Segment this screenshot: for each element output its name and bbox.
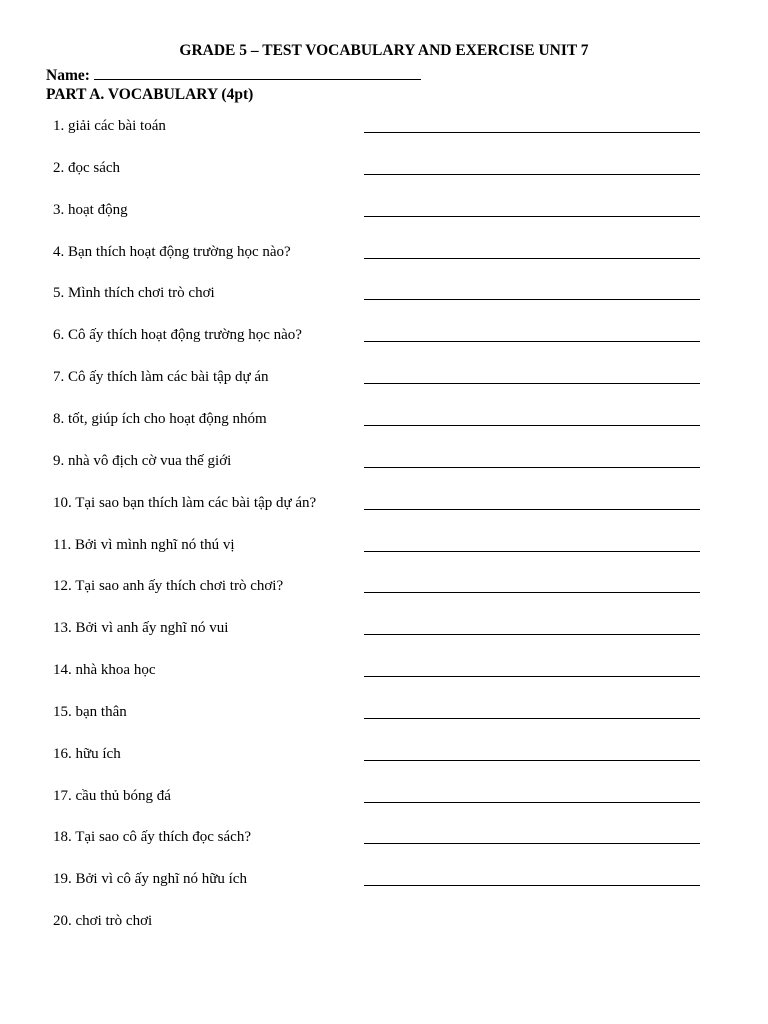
- answer-line[interactable]: [364, 718, 700, 719]
- worksheet-title: GRADE 5 – TEST VOCABULARY AND EXERCISE UNIT 7: [179, 42, 589, 59]
- item-number: 20.: [53, 913, 72, 930]
- vocab-item: [53, 411, 713, 433]
- item-number: 3.: [53, 201, 65, 218]
- item-text: giải các bài toán: [64, 118, 166, 134]
- item-text: Tại sao bạn thích làm các bài tập dự án?: [71, 494, 317, 511]
- answer-line[interactable]: [364, 425, 700, 426]
- vocab-item: [53, 704, 713, 726]
- vocab-item: [53, 327, 713, 349]
- vocab-item: [53, 285, 713, 307]
- item-number: 7.: [53, 369, 65, 386]
- item-number: 17.: [53, 787, 72, 804]
- item-text: Bởi vì mình nghĩ nó thú vị: [71, 536, 235, 553]
- answer-line[interactable]: [364, 676, 700, 677]
- item-number: 9.: [53, 452, 65, 469]
- item-number: 1.: [53, 118, 65, 134]
- item-number: 5.: [53, 285, 65, 302]
- answer-line[interactable]: [364, 802, 700, 803]
- vocab-item: [53, 453, 713, 475]
- vocab-item: [53, 788, 713, 810]
- item-text: Cô ấy thích hoạt động trường học nào?: [64, 327, 302, 344]
- answer-line[interactable]: [364, 634, 700, 635]
- item-text: đọc sách: [64, 159, 121, 176]
- answer-line[interactable]: [364, 383, 700, 384]
- vocab-item: [53, 369, 713, 391]
- item-number: 18.: [53, 829, 72, 846]
- item-number: 10.: [53, 494, 72, 511]
- item-number: 16.: [53, 745, 72, 762]
- item-text: hữu ích: [71, 745, 121, 762]
- vocab-item: [53, 913, 713, 935]
- vocab-item: [53, 495, 713, 517]
- item-text: cầu thủ bóng đá: [71, 787, 171, 804]
- item-number: 11.: [53, 536, 72, 553]
- name-label: Name:: [46, 67, 90, 84]
- item-text: bạn thân: [71, 703, 127, 720]
- item-number: 19.: [53, 871, 72, 888]
- item-number: 4.: [53, 243, 65, 260]
- vocab-item: [53, 202, 713, 224]
- answer-line[interactable]: [364, 592, 700, 593]
- item-number: 14.: [53, 662, 72, 679]
- item-text: hoạt động: [64, 201, 128, 218]
- vocab-item: [53, 829, 713, 851]
- item-text: nhà khoa học: [71, 662, 156, 679]
- item-text: Cô ấy thích làm các bài tập dự án: [64, 369, 269, 386]
- item-text: Tại sao cô ấy thích đọc sách?: [71, 829, 251, 846]
- answer-line[interactable]: [364, 509, 700, 510]
- vocab-item: [53, 620, 713, 642]
- item-text: chơi trò chơi: [71, 913, 153, 930]
- answer-line[interactable]: [364, 843, 700, 844]
- answer-line[interactable]: [364, 341, 700, 342]
- item-text: Bạn thích hoạt động trường học nào?: [64, 243, 291, 260]
- answer-line[interactable]: [364, 216, 700, 217]
- answer-line[interactable]: [364, 551, 700, 552]
- vocab-item: [53, 871, 713, 893]
- answer-line[interactable]: [364, 132, 700, 133]
- vocab-item: [53, 746, 713, 768]
- answer-line[interactable]: [364, 885, 700, 886]
- vocab-item: [53, 244, 713, 266]
- item-number: 15.: [53, 703, 72, 720]
- item-text: Bởi vì anh ấy nghĩ nó vui: [71, 620, 229, 637]
- item-text: Mình thích chơi trò chơi: [64, 285, 215, 302]
- item-text: Tại sao anh ấy thích chơi trò chơi?: [71, 578, 284, 595]
- answer-line[interactable]: [364, 760, 700, 761]
- item-number: 8.: [53, 410, 65, 427]
- vocab-item: [53, 537, 713, 559]
- item-text: Bởi vì cô ấy nghĩ nó hữu ích: [71, 871, 247, 888]
- item-text: nhà vô địch cờ vua thế giới: [64, 452, 232, 469]
- answer-line[interactable]: [364, 299, 700, 300]
- item-text: tốt, giúp ích cho hoạt động nhóm: [64, 410, 267, 427]
- part-a-heading: PART A. VOCABULARY (4pt): [46, 86, 254, 103]
- answer-line[interactable]: [364, 258, 700, 259]
- vocab-item: [53, 662, 713, 684]
- vocab-item: [53, 118, 713, 140]
- item-number: 6.: [53, 327, 65, 344]
- vocab-item: [53, 160, 713, 182]
- item-number: 13.: [53, 620, 72, 637]
- item-number: 2.: [53, 159, 65, 176]
- answer-line[interactable]: [364, 174, 700, 175]
- vocab-item: [53, 578, 713, 600]
- item-number: 12.: [53, 578, 72, 595]
- answer-line[interactable]: [364, 467, 700, 468]
